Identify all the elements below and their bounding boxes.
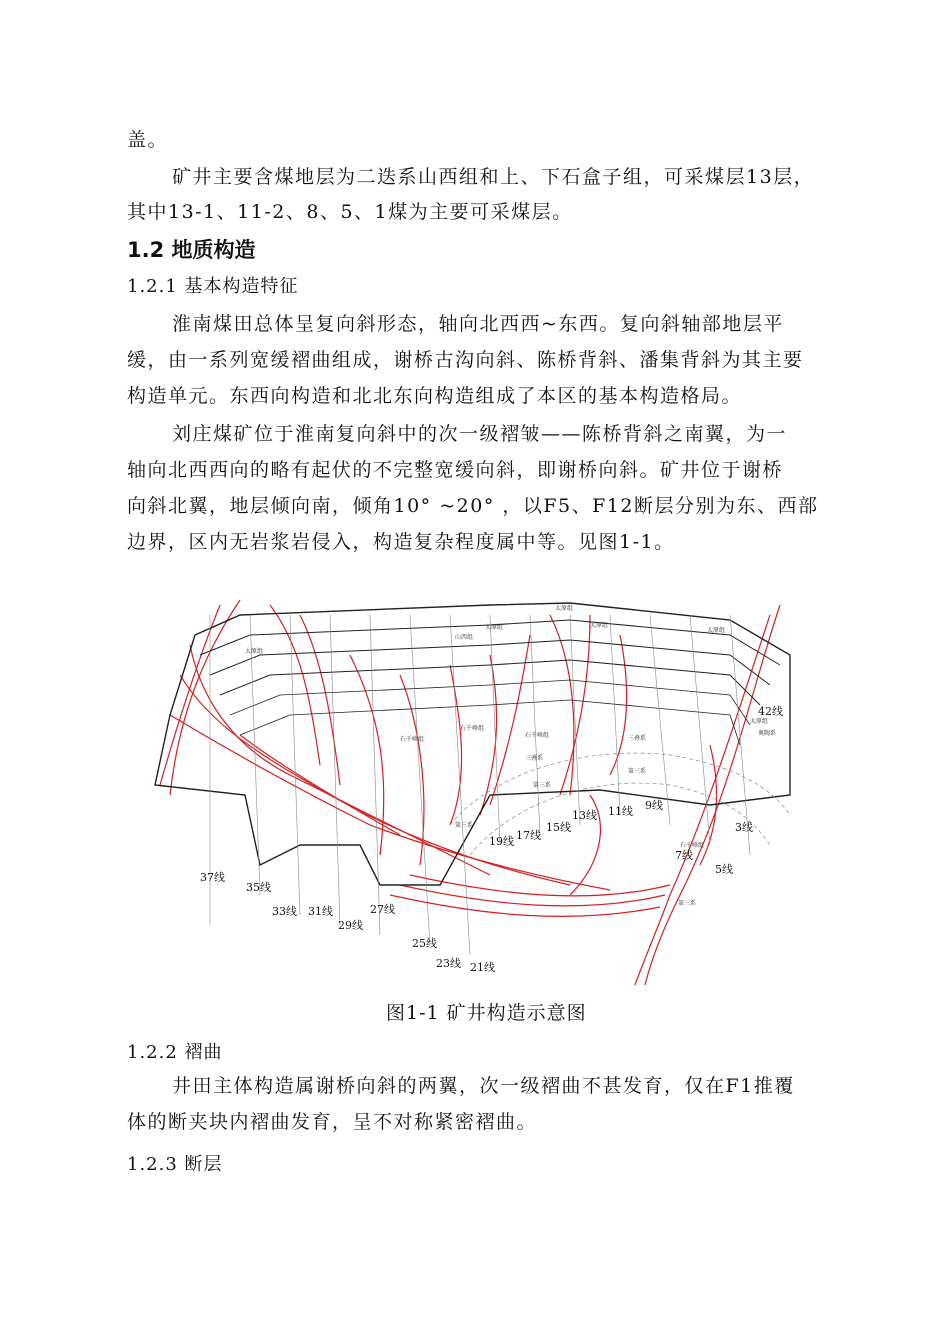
formation-label: 太原组 [485, 624, 504, 631]
paragraph-line: 矿井主要含煤地层为二迭系山西组和上、下石盒子组，可采煤层13层， [172, 166, 815, 188]
formation-label: 太原组 [707, 627, 726, 634]
formation-label: 石千峰组 [460, 725, 485, 732]
line-label: 35线 [246, 881, 271, 894]
line-label: 31线 [308, 905, 333, 918]
line-label: 33线 [272, 905, 297, 918]
subsection-heading: 1.2.2 褶曲 [127, 1042, 223, 1063]
line-label: 37线 [200, 871, 225, 884]
subsection-heading: 1.2.3 断层 [127, 1154, 223, 1175]
formation-label: 第三系 [533, 782, 552, 789]
paragraph-line: 井田主体构造属谢桥向斜的两翼，次一级褶曲不甚发育，仅在F1推覆 [172, 1075, 795, 1097]
formation-label: 奥陶系 [758, 730, 777, 737]
formation-label: 太原组 [750, 718, 769, 725]
figure-caption: 图1-1 矿井构造示意图 [386, 1002, 587, 1024]
formation-label: 三叠系 [525, 755, 544, 762]
paragraph-line: 轴向北西西向的略有起伏的不完整宽缓向斜，即谢桥向斜。矿井位于谢桥 [127, 459, 784, 481]
paragraph-line: 其中13-1、11-2、8、5、1煤为主要可采煤层。 [127, 201, 573, 223]
paragraph-line: 体的断夹块内褶曲发育，呈不对称紧密褶曲。 [127, 1111, 538, 1133]
subsection-heading: 1.2.1 基本构造特征 [127, 276, 299, 297]
line-label: 5线 [715, 863, 733, 876]
line-label: 29线 [338, 919, 363, 932]
line-label: 25线 [412, 937, 437, 950]
line-label: 19线 [489, 835, 514, 848]
formation-label: 太原组 [590, 622, 609, 629]
formation-label: 太原组 [245, 648, 264, 655]
line-label: 11线 [608, 805, 633, 818]
mine-structure-figure [150, 595, 800, 985]
paragraph-line: 缓，由一系列宽缓褶曲组成，谢桥古沟向斜、陈桥背斜、潘集背斜为其主要 [127, 349, 804, 371]
formation-label: 第三系 [455, 822, 474, 829]
line-label: 9线 [645, 799, 663, 812]
formation-label: 太原组 [555, 605, 574, 612]
line-label: 17线 [516, 829, 541, 842]
formation-label: 第三系 [678, 900, 697, 907]
section-heading: 1.2 地质构造 [127, 238, 256, 262]
line-label: 3线 [735, 821, 753, 834]
formation-label: 石千峰组 [680, 842, 705, 849]
paragraph-line: 构造单元。东西向构造和北北东向构造组成了本区的基本构造格局。 [127, 385, 743, 407]
formation-label: 山西组 [455, 634, 474, 641]
line-label: 23线 [436, 957, 461, 970]
paragraph-line: 向斜北翼，地层倾向南，倾角10° ~20° ，以F5、F12断层分别为东、西部 [127, 495, 819, 517]
line-label: 42线 [758, 705, 783, 718]
paragraph-line: 淮南煤田总体呈复向斜形态，轴向北西西~东西。复向斜轴部地层平 [172, 313, 784, 335]
line-label: 13线 [572, 809, 597, 822]
formation-label: 第三系 [628, 768, 647, 775]
formation-label: 石千峰组 [525, 732, 550, 739]
formation-label: 石千峰组 [400, 736, 425, 743]
paragraph-line: 盖。 [127, 129, 169, 151]
formation-label: 三叠系 [628, 735, 647, 742]
paragraph-line: 刘庄煤矿位于淮南复向斜中的次一级褶皱——陈桥背斜之南翼，为一 [172, 423, 788, 445]
paragraph-line: 边界，区内无岩浆岩侵入，构造复杂程度属中等。见图1-1。 [127, 531, 675, 553]
line-labels [200, 704, 783, 974]
line-label: 7线 [675, 849, 693, 862]
line-label: 27线 [370, 903, 395, 916]
line-label: 15线 [546, 821, 571, 834]
formation-labels [245, 604, 776, 907]
line-label: 21线 [470, 961, 495, 974]
